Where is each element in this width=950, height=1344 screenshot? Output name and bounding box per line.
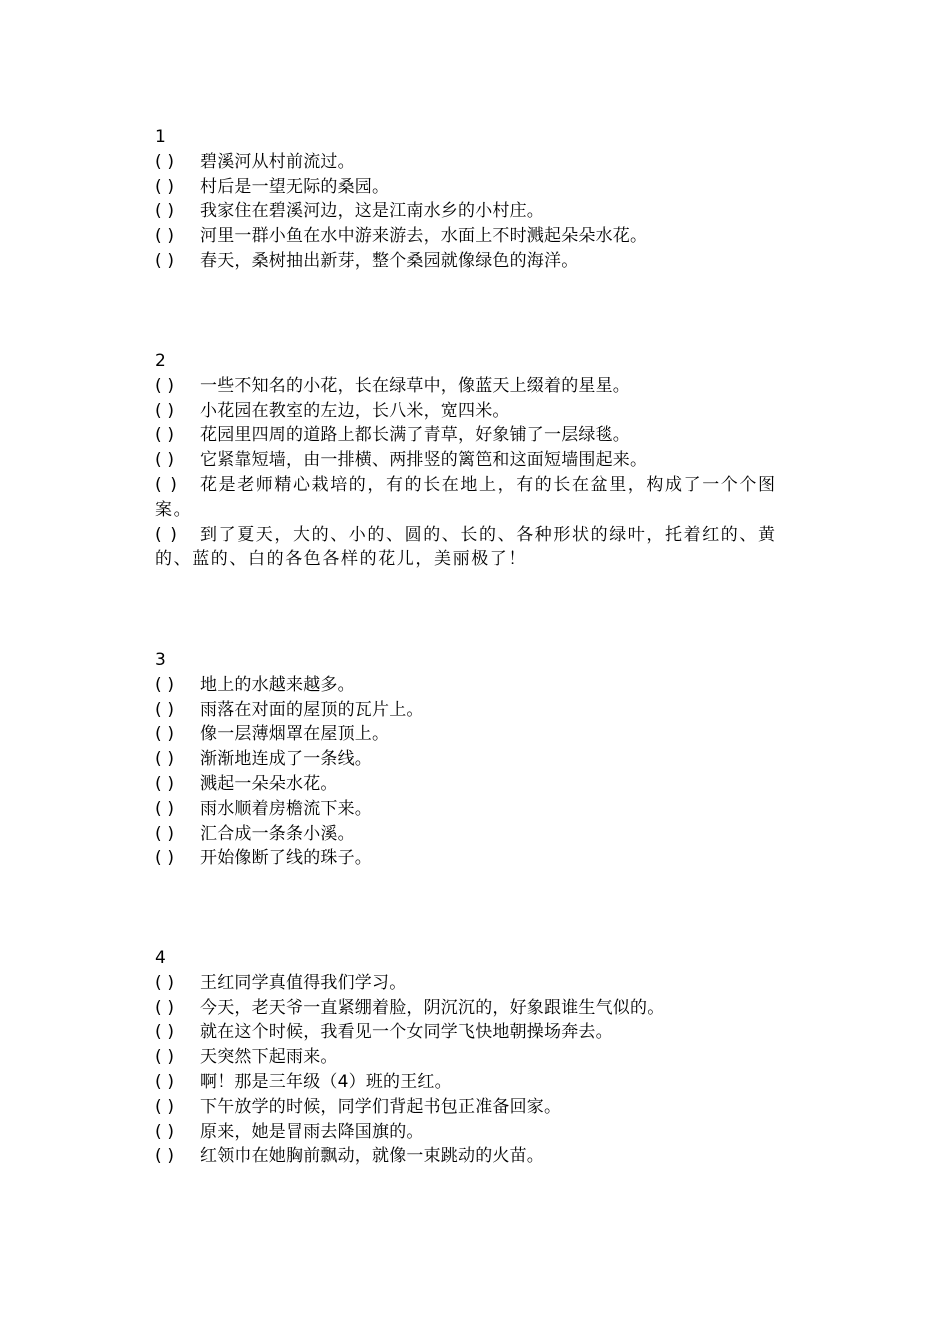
item-text: 它紧靠短墙，由一排横、两排竖的篱笆和这面短墙围起来。 bbox=[200, 450, 648, 471]
answer-blank: ( ) bbox=[155, 524, 179, 545]
list-item bbox=[155, 175, 805, 200]
item-text: 碧溪河从村前流过。 bbox=[200, 151, 355, 172]
list-item bbox=[155, 747, 805, 772]
section-number: 4 bbox=[155, 948, 166, 968]
item-text: 红领巾在她胸前飘动，就像一束跳动的火苗。 bbox=[200, 1146, 544, 1167]
section-number: 3 bbox=[155, 650, 166, 670]
list-item bbox=[155, 1144, 805, 1169]
answer-blank: ( ) bbox=[155, 674, 175, 695]
section-1 bbox=[155, 125, 805, 274]
list-item bbox=[155, 423, 805, 448]
answer-blank: ( ) bbox=[155, 1071, 175, 1092]
section-number: 1 bbox=[155, 127, 166, 147]
answer-blank: ( ) bbox=[155, 972, 175, 993]
item-text: 像一层薄烟罩在屋顶上。 bbox=[200, 724, 390, 745]
answer-blank: ( ) bbox=[155, 201, 175, 222]
item-text: 下午放学的时候，同学们背起书包正准备回家。 bbox=[200, 1096, 562, 1117]
item-text: 溅起一朵朵水花。 bbox=[200, 773, 338, 794]
list-item bbox=[155, 698, 805, 723]
answer-blank: ( ) bbox=[155, 749, 175, 770]
list-item bbox=[155, 249, 805, 274]
item-text: 春天，桑树抽出新芽，整个桑园就像绿色的海洋。 bbox=[200, 250, 579, 271]
list-item bbox=[155, 374, 805, 399]
item-text: 王红同学真值得我们学习。 bbox=[200, 972, 407, 993]
item-text: 小花园在教室的左边，长八米，宽四米。 bbox=[200, 400, 510, 421]
item-text: 开始像断了线的珠子。 bbox=[200, 848, 372, 869]
answer-blank: ( ) bbox=[155, 474, 179, 495]
item-text: 到了夏天，大的、小的、圆的、长的、各种形状的绿叶，托着红的、黄的、蓝的、白的各色各样的花儿，美丽极了！ bbox=[155, 524, 777, 570]
list-item bbox=[155, 1070, 805, 1095]
item-text: 今天，老天爷一直紧绷着脸，阴沉沉的，好象跟谁生气似的。 bbox=[200, 997, 665, 1018]
section-3 bbox=[155, 648, 805, 871]
list-item bbox=[155, 772, 805, 797]
item-text: 雨落在对面的屋顶的瓦片上。 bbox=[200, 699, 424, 720]
list-item bbox=[155, 996, 805, 1021]
item-text: 渐渐地连成了一条线。 bbox=[200, 749, 372, 770]
answer-blank: ( ) bbox=[155, 151, 175, 172]
answer-blank: ( ) bbox=[155, 699, 175, 720]
section-2 bbox=[155, 349, 805, 572]
answer-blank: ( ) bbox=[155, 997, 175, 1018]
list-item bbox=[155, 797, 805, 822]
list-item bbox=[155, 199, 805, 224]
list-item bbox=[155, 822, 805, 847]
answer-blank: ( ) bbox=[155, 176, 175, 197]
answer-blank: ( ) bbox=[155, 250, 175, 271]
answer-blank: ( ) bbox=[155, 450, 175, 471]
item-text: 河里一群小鱼在水中游来游去，水面上不时溅起朵朵水花。 bbox=[200, 226, 648, 247]
item-text: 雨水顺着房檐流下来。 bbox=[200, 798, 372, 819]
item-text: 天突然下起雨来。 bbox=[200, 1047, 338, 1068]
answer-blank: ( ) bbox=[155, 1121, 175, 1142]
answer-blank: ( ) bbox=[155, 226, 175, 247]
item-text: 一些不知名的小花，长在绿草中，像蓝天上缀着的星星。 bbox=[200, 375, 630, 396]
answer-blank: ( ) bbox=[155, 798, 175, 819]
list-item bbox=[155, 224, 805, 249]
item-text: 花是老师精心栽培的，有的长在地上，有的长在盆里，构成了一个个图案。 bbox=[155, 474, 777, 520]
item-text: 啊！那是三年级（4）班的王红。 bbox=[200, 1071, 452, 1092]
answer-blank: ( ) bbox=[155, 375, 175, 396]
list-item bbox=[155, 1095, 805, 1120]
list-item bbox=[155, 722, 805, 747]
list-item bbox=[155, 1045, 805, 1070]
list-item bbox=[155, 1020, 805, 1045]
list-item bbox=[155, 150, 805, 175]
answer-blank: ( ) bbox=[155, 724, 175, 745]
section-number: 2 bbox=[155, 351, 166, 371]
list-item bbox=[155, 846, 805, 871]
item-text: 就在这个时候，我看见一个女同学飞快地朝操场奔去。 bbox=[200, 1022, 613, 1043]
answer-blank: ( ) bbox=[155, 400, 175, 421]
list-item bbox=[155, 523, 805, 573]
list-item bbox=[155, 399, 805, 424]
answer-blank: ( ) bbox=[155, 773, 175, 794]
answer-blank: ( ) bbox=[155, 848, 175, 869]
item-text: 村后是一望无际的桑园。 bbox=[200, 176, 390, 197]
list-item bbox=[155, 473, 805, 523]
item-text: 我家住在碧溪河边，这是江南水乡的小村庄。 bbox=[200, 201, 544, 222]
item-text: 花园里四周的道路上都长满了青草，好象铺了一层绿毯。 bbox=[200, 425, 630, 446]
section-4 bbox=[155, 946, 805, 1169]
answer-blank: ( ) bbox=[155, 1022, 175, 1043]
list-item bbox=[155, 448, 805, 473]
list-item bbox=[155, 1120, 805, 1145]
item-text: 地上的水越来越多。 bbox=[200, 674, 355, 695]
answer-blank: ( ) bbox=[155, 1047, 175, 1068]
list-item bbox=[155, 673, 805, 698]
item-text: 汇合成一条条小溪。 bbox=[200, 823, 355, 844]
answer-blank: ( ) bbox=[155, 1096, 175, 1117]
answer-blank: ( ) bbox=[155, 823, 175, 844]
list-item bbox=[155, 971, 805, 996]
answer-blank: ( ) bbox=[155, 425, 175, 446]
answer-blank: ( ) bbox=[155, 1146, 175, 1167]
item-text: 原来，她是冒雨去降国旗的。 bbox=[200, 1121, 424, 1142]
